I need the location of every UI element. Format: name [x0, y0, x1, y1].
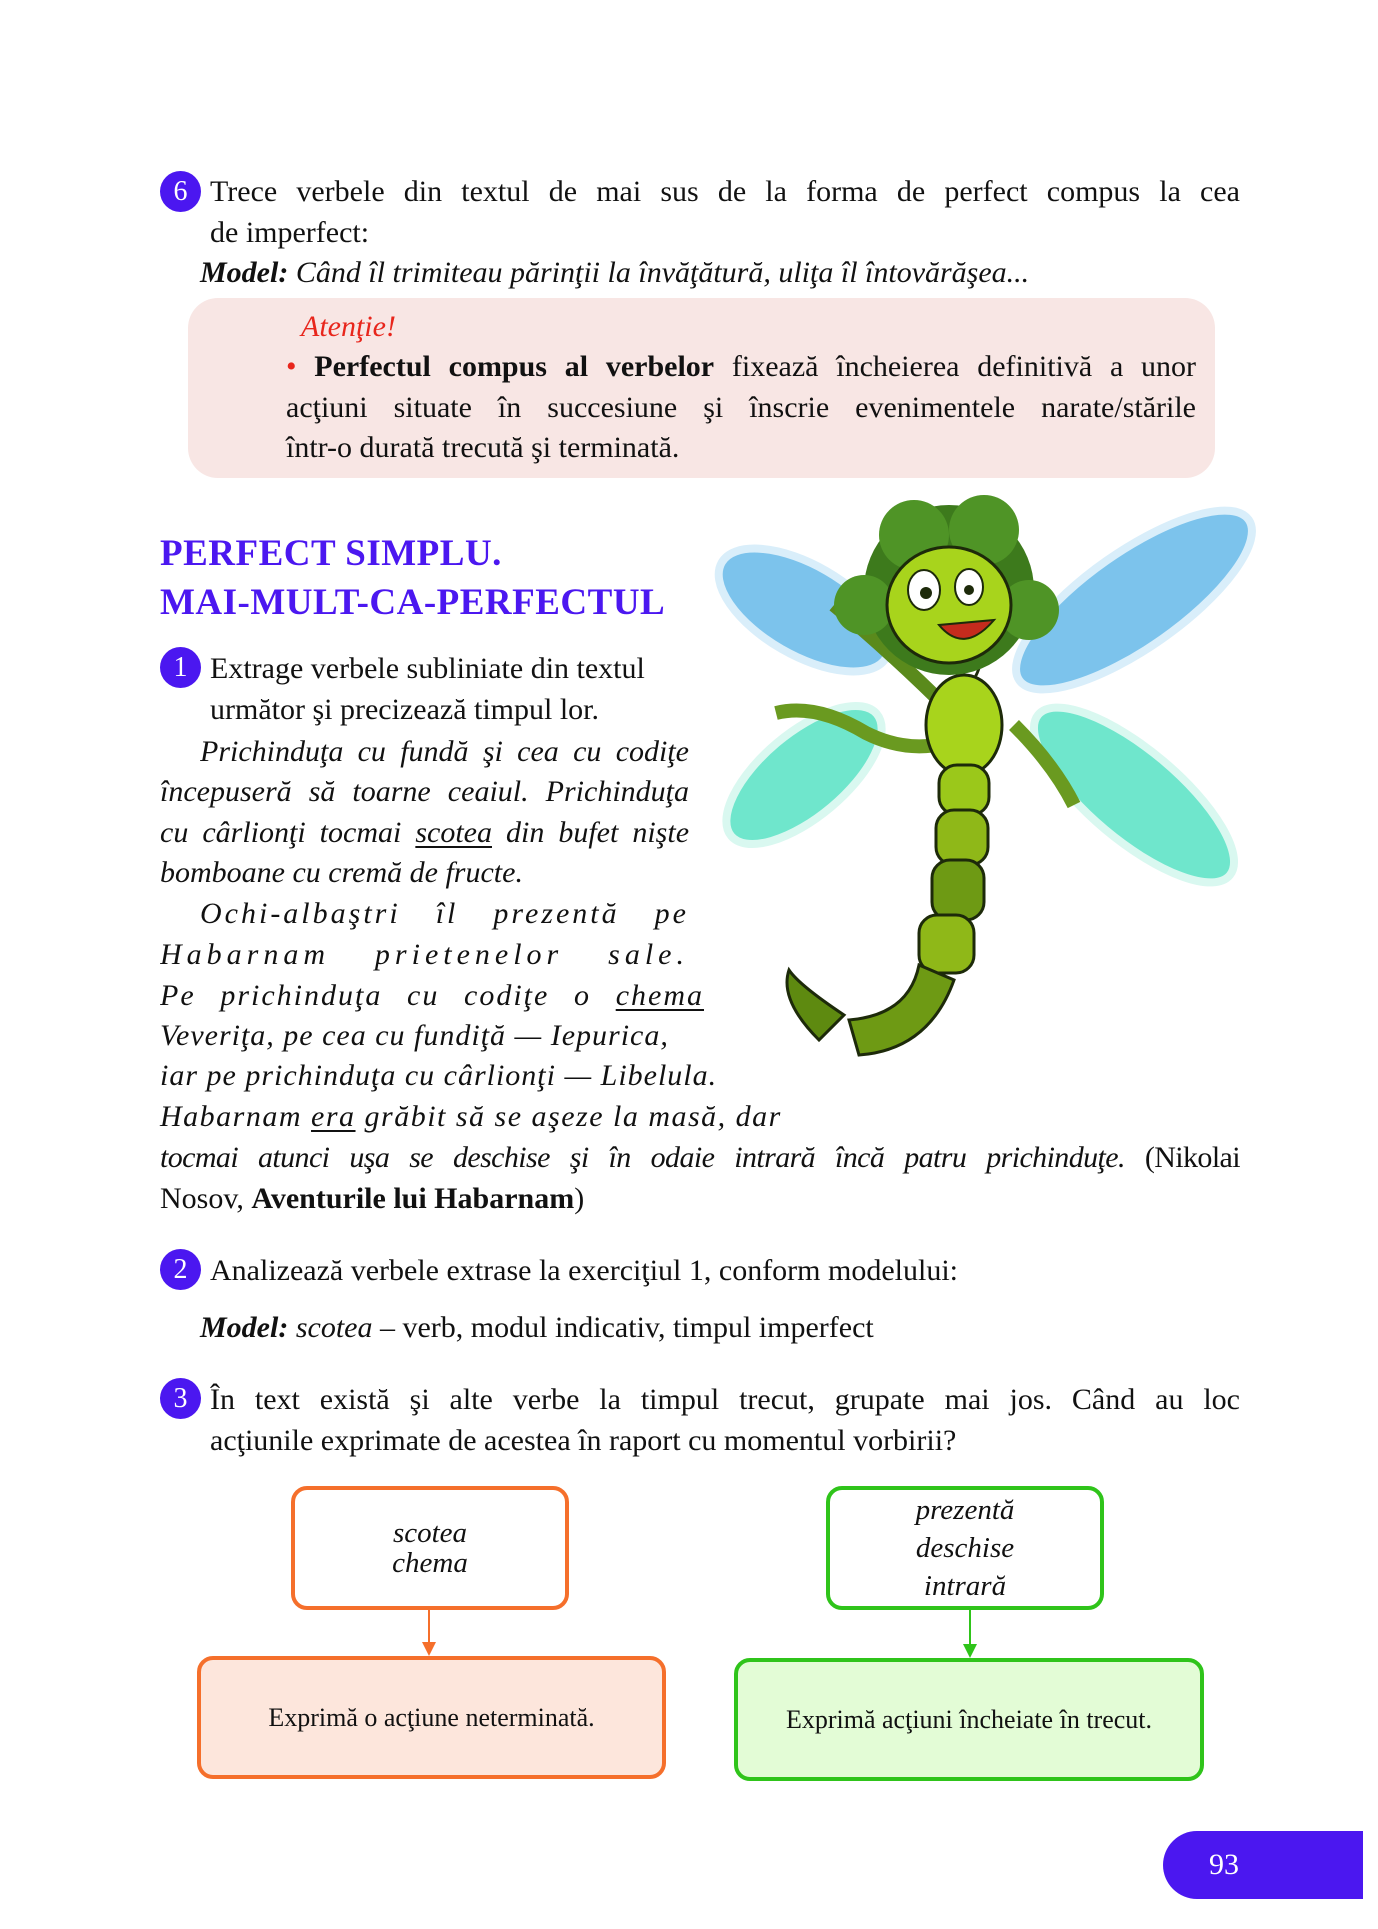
model-label: Model:	[200, 1311, 289, 1344]
dragonfly-illustration	[714, 495, 1259, 1105]
exercise-6-model	[200, 255, 1029, 291]
exercise-2-instruction: Analizează verbele extrase la exerciţiul 1, conform modelului:	[210, 1254, 958, 1287]
bullet-icon: •	[286, 350, 297, 383]
attention-text: fixează încheierea definitivă a unor	[714, 350, 1196, 383]
underlined-verb: era	[311, 1100, 356, 1133]
section-title-line-2: MAI-MULT-CA-PERFECTUL	[160, 582, 666, 623]
exercise-number-1: 1	[160, 647, 201, 688]
wing-lower-right	[1009, 680, 1258, 910]
attention-line-2: acţiuni situate în succesiune şi înscrie evenimentele narate/stările	[286, 391, 1196, 424]
text-line: bomboane cu cremă de fructe.	[160, 856, 523, 889]
text-line: iar pe prichinduţa cu cârlionţi — Libelula.	[160, 1059, 718, 1092]
section-title-line-1: PERFECT SIMPLU.	[160, 533, 502, 574]
result-text: Exprimă o acţiune neterminată.	[268, 1702, 595, 1732]
source-author: (Nikolai	[1124, 1141, 1240, 1174]
text-line	[160, 978, 704, 1014]
exercise-6-instruction: Trece verbele din textul de mai sus de la forma de perfect compus la cea	[210, 175, 1240, 208]
exercise-6-instruction-cont: de imperfect:	[210, 216, 370, 249]
text-fragment: din bufet nişte	[491, 816, 689, 849]
verbs-box-imperfect	[291, 1486, 569, 1610]
text-fragment: )	[574, 1182, 585, 1215]
text-fragment: Habarnam	[160, 1100, 312, 1133]
text-line	[160, 815, 689, 851]
result-text: Exprimă acţiuni încheiate în trecut.	[785, 1704, 1153, 1734]
arrow-head-icon	[422, 1642, 436, 1656]
underlined-verb: scotea	[415, 816, 492, 849]
model-text: Când îl trimiteau părinţii la învăţătură, uliţa îl întovărăşea...	[288, 256, 1030, 289]
exercise-number-3: 3	[160, 1378, 201, 1419]
model-label: Model:	[200, 256, 289, 289]
verbs-box-perfect-simplu	[826, 1486, 1104, 1610]
verb-item: intrară	[923, 1570, 1007, 1602]
verb-item: deschise	[915, 1532, 1015, 1564]
model-text: – verb, modul indicativ, timpul imperfect	[372, 1311, 874, 1344]
text-line: Habarnam prietenelor sale.	[160, 938, 689, 971]
verb-item: scotea	[392, 1517, 468, 1549]
source-author: Nosov,	[160, 1182, 252, 1215]
verb-item: prezentă	[915, 1494, 1015, 1526]
exercise-1-instruction: Extrage verbele subliniate din textul	[210, 652, 645, 685]
source-book-title: Aventurile lui Habarnam	[251, 1182, 575, 1215]
verb-item: chema	[392, 1547, 468, 1579]
text-fragment: Pe prichinduţa cu codiţe o	[160, 979, 616, 1012]
exercise-2-model	[200, 1310, 874, 1346]
text-line: Veveriţa, pe cea cu fundiţă — Iepurica,	[160, 1019, 669, 1052]
text-line	[160, 1140, 1240, 1176]
text-line	[160, 1099, 782, 1135]
attention-bold: Perfectul compus al verbelor	[314, 350, 715, 383]
model-word: scotea	[288, 1311, 373, 1344]
exercise-3-instruction-cont: acţiunile exprimate de acestea în raport cu momentul vorbirii?	[210, 1424, 957, 1457]
underlined-verb: chema	[615, 979, 704, 1012]
exercise-1-instruction-cont: următor şi precizează timpul lor.	[210, 693, 600, 726]
text-line: Ochi-albaştri îl prezentă pe	[200, 897, 689, 930]
text-fragment: cu cârlionţi tocmai	[160, 816, 416, 849]
result-box-perfect-simplu	[734, 1658, 1204, 1781]
text-line	[160, 1181, 584, 1217]
attention-line-3: într-o durată trecută şi terminată.	[286, 431, 680, 464]
attention-line-1	[286, 349, 1196, 385]
exercise-number-2: 2	[160, 1249, 201, 1290]
text-fragment: grăbit să se aşeze la masă, dar	[355, 1100, 782, 1133]
text-line: Prichinduţa cu fundă şi cea cu codiţe	[200, 735, 689, 768]
page-number: 93	[1163, 1831, 1363, 1899]
text-fragment: tocmai atunci uşa se deschise şi în odaie intrară încă patru prichinduţe.	[160, 1141, 1125, 1174]
result-box-imperfect	[197, 1656, 666, 1779]
arrow-head-icon	[963, 1644, 977, 1658]
attention-title: Atenţie!	[301, 310, 396, 343]
exercise-number-6: 6	[160, 171, 201, 212]
exercise-3-instruction: În text există şi alte verbe la timpul trecut, grupate mai jos. Când au loc	[210, 1383, 1240, 1416]
text-line: începuseră să toarne ceaiul. Prichinduţa	[160, 775, 689, 808]
